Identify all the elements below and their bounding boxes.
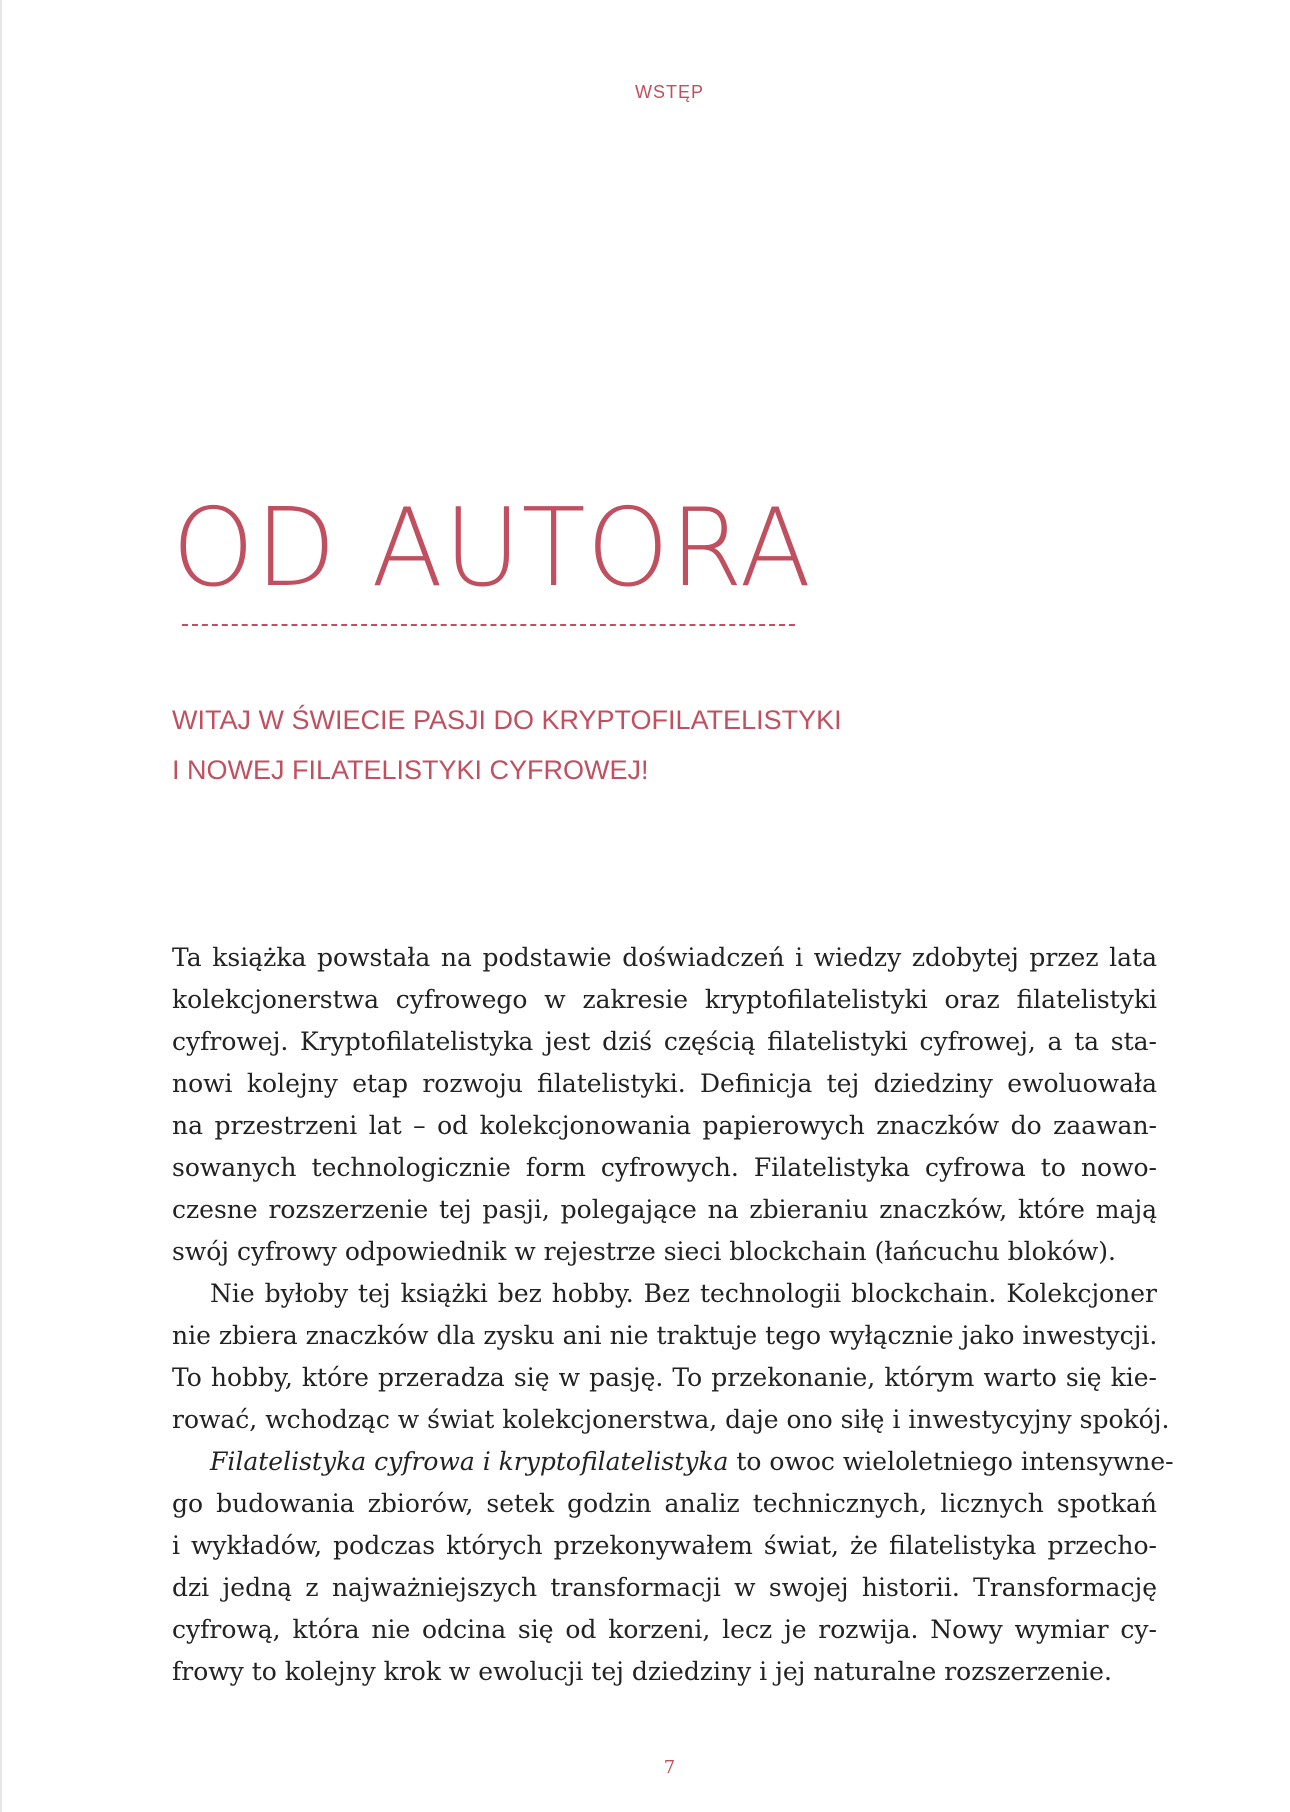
body-line: i wykładów, podczas których przekonywałem świat, że filatelistyka przecho- — [172, 1531, 1157, 1560]
body-line: nie zbiera znaczków dla zysku ani nie traktuje tego wyłącznie jako inwestycji. — [172, 1321, 1158, 1350]
chapter-subtitle — [172, 695, 842, 795]
book-title-italic: Filatelistyka cyfrowa i kryptofilatelistyka — [210, 1447, 729, 1476]
body-line: cyfrową, która nie odcina się od korzeni, lecz je rozwija. Nowy wymiar cy- — [172, 1615, 1157, 1644]
body-line: To hobby, które przeradza się w pasję. To przekonanie, którym warto się kie- — [172, 1363, 1157, 1392]
body-line: kolekcjonerstwa cyfrowego w zakresie kryptofilatelistyki oraz filatelistyki — [172, 985, 1157, 1014]
title-dashed-rule — [182, 624, 795, 626]
body-line: nowi kolejny etap rozwoju filatelistyki. Definicja tej dziedziny ewoluowała — [172, 1069, 1157, 1098]
body-line: Nie byłoby tej książki bez hobby. Bez technologii blockchain. Kolekcjoner — [210, 1279, 1157, 1308]
body-line: na przestrzeni lat – od kolekcjonowania papierowych znaczków do zaawan- — [172, 1111, 1157, 1140]
body-line: sowanych technologicznie form cyfrowych. Filatelistyka cyfrowa to nowo- — [172, 1153, 1157, 1182]
body-line: czesne rozszerzenie tej pasji, polegające na zbieraniu znaczków, które mają — [172, 1195, 1157, 1224]
body-line: swój cyfrowy odpowiednik w rejestrze sieci blockchain (łańcuchu bloków). — [172, 1237, 1116, 1266]
running-head: WSTĘP — [634, 82, 704, 102]
body-line: rować, wchodząc w świat kolekcjonerstwa, daje ono siłę i inwestycyjny spokój. — [172, 1405, 1170, 1434]
body-line — [172, 1441, 1174, 1483]
body-line: dzi jedną z najważniejszych transformacji w swojej historii. Transformację — [172, 1573, 1157, 1602]
body-line: frowy to kolejny krok w ewolucji tej dziedziny i jej naturalne rozszerzenie. — [172, 1657, 1112, 1686]
body-line: go budowania zbiorów, setek godzin analiz technicznych, licznych spotkań — [172, 1489, 1157, 1518]
page-number: 7 — [663, 1757, 676, 1778]
page-edge — [0, 0, 2, 1812]
body-line: cyfrowej. Kryptofilatelistyka jest dziś częścią filatelistyki cyfrowej, a ta sta- — [172, 1027, 1157, 1056]
chapter-title: OD AUTORA — [172, 486, 813, 611]
body-line-continuation: to owoc wieloletniego intensywne- — [728, 1447, 1174, 1476]
subtitle-line: I NOWEJ FILATELISTYKI CYFROWEJ! — [172, 755, 649, 785]
subtitle-line: WITAJ W ŚWIECIE PASJI DO KRYPTOFILATELISTYKI — [172, 705, 842, 735]
body-line: Ta książka powstała na podstawie doświadczeń i wiedzy zdobytej przez lata — [172, 943, 1157, 972]
body-text — [172, 937, 1174, 1693]
